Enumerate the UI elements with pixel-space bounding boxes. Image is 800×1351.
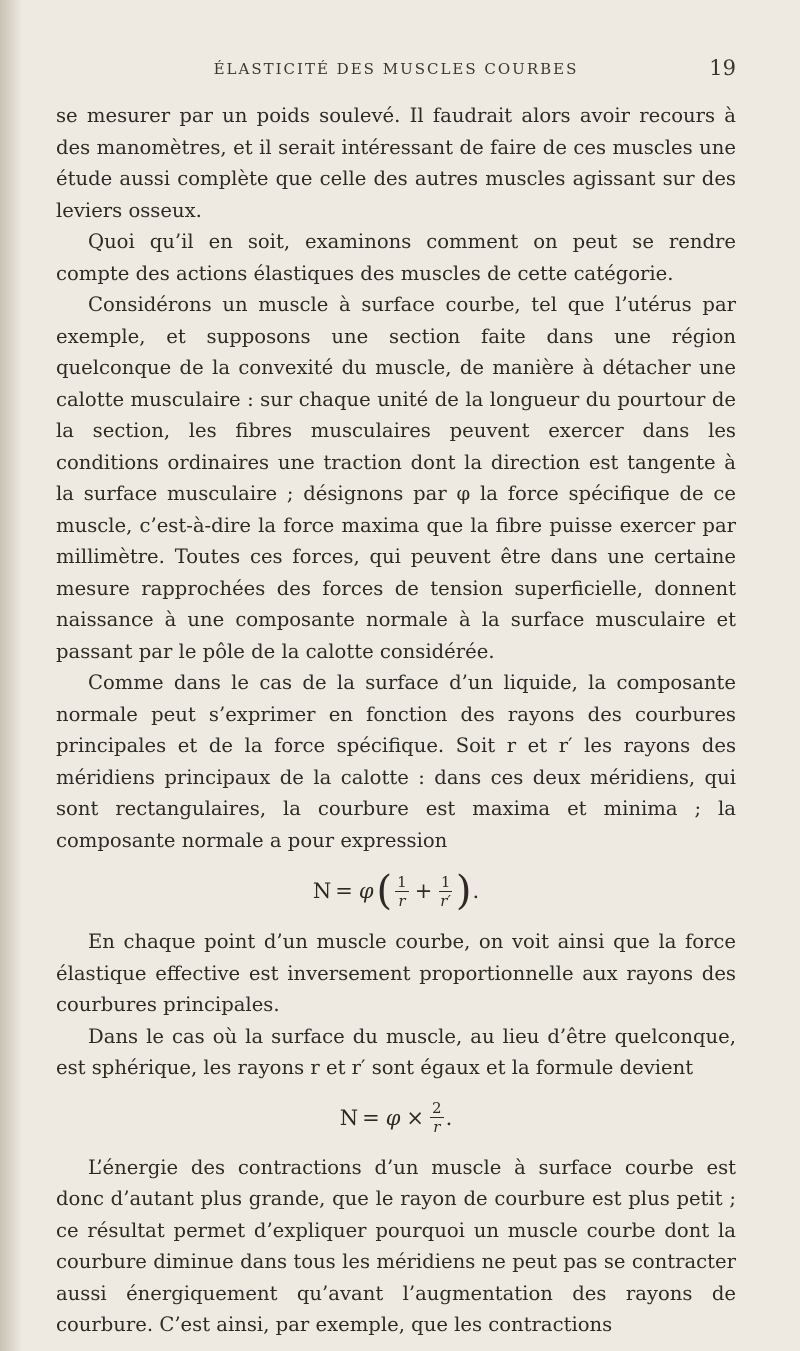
fraction-denominator: r′ — [440, 891, 451, 910]
fraction-one-over-r — [395, 873, 409, 910]
paragraph-7: L’énergie des contractions d’un muscle à surface courbe est donc d’autant plus grande, que le rayon de courbure est plus petit ; ce résultat permet d’expliquer pourquoi un muscle courbe dont la courbure diminue dans tous les méridiens ne peut pas se contracter aussi énergiquement qu’avant l’augmentation des rayons de courbure. C’est ainsi, par exemple, que les contractions — [56, 1155, 736, 1336]
paragraph-2: Quoi qu’il en soit, examinons comment on peut se rendre compte des actions élastiques des muscles de cette catégorie. — [56, 230, 736, 285]
body-text — [56, 100, 736, 1341]
running-title: ÉLASTICITÉ DES MUSCLES COURBES — [213, 60, 579, 78]
fraction-numerator: 2 — [432, 1099, 442, 1117]
formula-plus: + — [414, 879, 433, 903]
formula-lhs: N — [312, 879, 332, 903]
formula-period: . — [445, 1105, 453, 1130]
formula-period: . — [472, 879, 480, 903]
formula-open-paren: ( — [376, 868, 393, 914]
fraction-numerator: 1 — [440, 872, 451, 891]
formula-phi: φ — [385, 1105, 401, 1130]
formula-phi: φ — [358, 879, 374, 903]
page-binding-shadow — [0, 0, 22, 1351]
formula-lhs: N — [339, 1105, 359, 1130]
fraction-denominator: r — [398, 891, 406, 910]
paragraph-6: Dans le cas où la surface du muscle, au lieu d’être quelconque, est sphérique, les rayons r et r′ sont égaux et la formule devient — [56, 1024, 736, 1079]
formula-spherical — [56, 1084, 736, 1152]
fraction-one-over-r-prime — [438, 873, 453, 910]
page-number: 19 — [709, 56, 736, 80]
paragraph-4: Comme dans le cas de la surface d’un liquide, la composante normale peut s’exprimer en fonction des rayons des courbures principales et de la force spécifique. Soit r et r′ les rayons des méridiens principaux de la calotte : dans ces deux méridiens, qui sont rectangulaires, la courbure est maxima et minima ; la composante normale a pour expression — [56, 671, 736, 852]
fraction-denominator: r — [433, 1118, 441, 1136]
formula-equals: = — [362, 1105, 380, 1130]
formula-equals: = — [335, 879, 353, 903]
formula-close-paren: ) — [455, 868, 472, 914]
paragraph-1: se mesurer par un poids soulevé. Il faudrait alors avoir recours à des manomètres, et il serait intéressant de faire de ces muscles une étude aussi complète que celle des autres muscles agissant sur des leviers osseux. — [56, 104, 736, 222]
paragraph-3: Considérons un muscle à surface courbe, tel que l’utérus par exemple, et supposons une section faite dans une région quelconque de la convexité du muscle, de manière à détacher une calotte musculaire : sur chaque unité de la longueur du pourtour de la section, les fibres musculaires peuvent exercer dans les conditions ordinaires une traction dont la direction est tangente à la surface musculaire ; désignons par φ la force spécifique de ce muscle, c’est-à-dire la force maxima que la fibre puisse exercer par millimètre. Toutes ces forces, qui peuvent être dans une certaine mesure rapprochées des forces de tension superficielle, donnent naissance à une composante normale à la surface musculaire et passant par le pôle de la calotte considérée. — [56, 293, 736, 663]
fraction-two-over-r — [430, 1099, 444, 1136]
fraction-numerator: 1 — [397, 872, 407, 891]
page-header — [56, 56, 736, 86]
formula-times: × — [406, 1105, 425, 1130]
paragraph-5: En chaque point d’un muscle courbe, on voit ainsi que la force élastique effective est inversement proportionnelle aux rayons des courbures principales. — [56, 930, 736, 1016]
formula-normal-component — [56, 856, 736, 926]
